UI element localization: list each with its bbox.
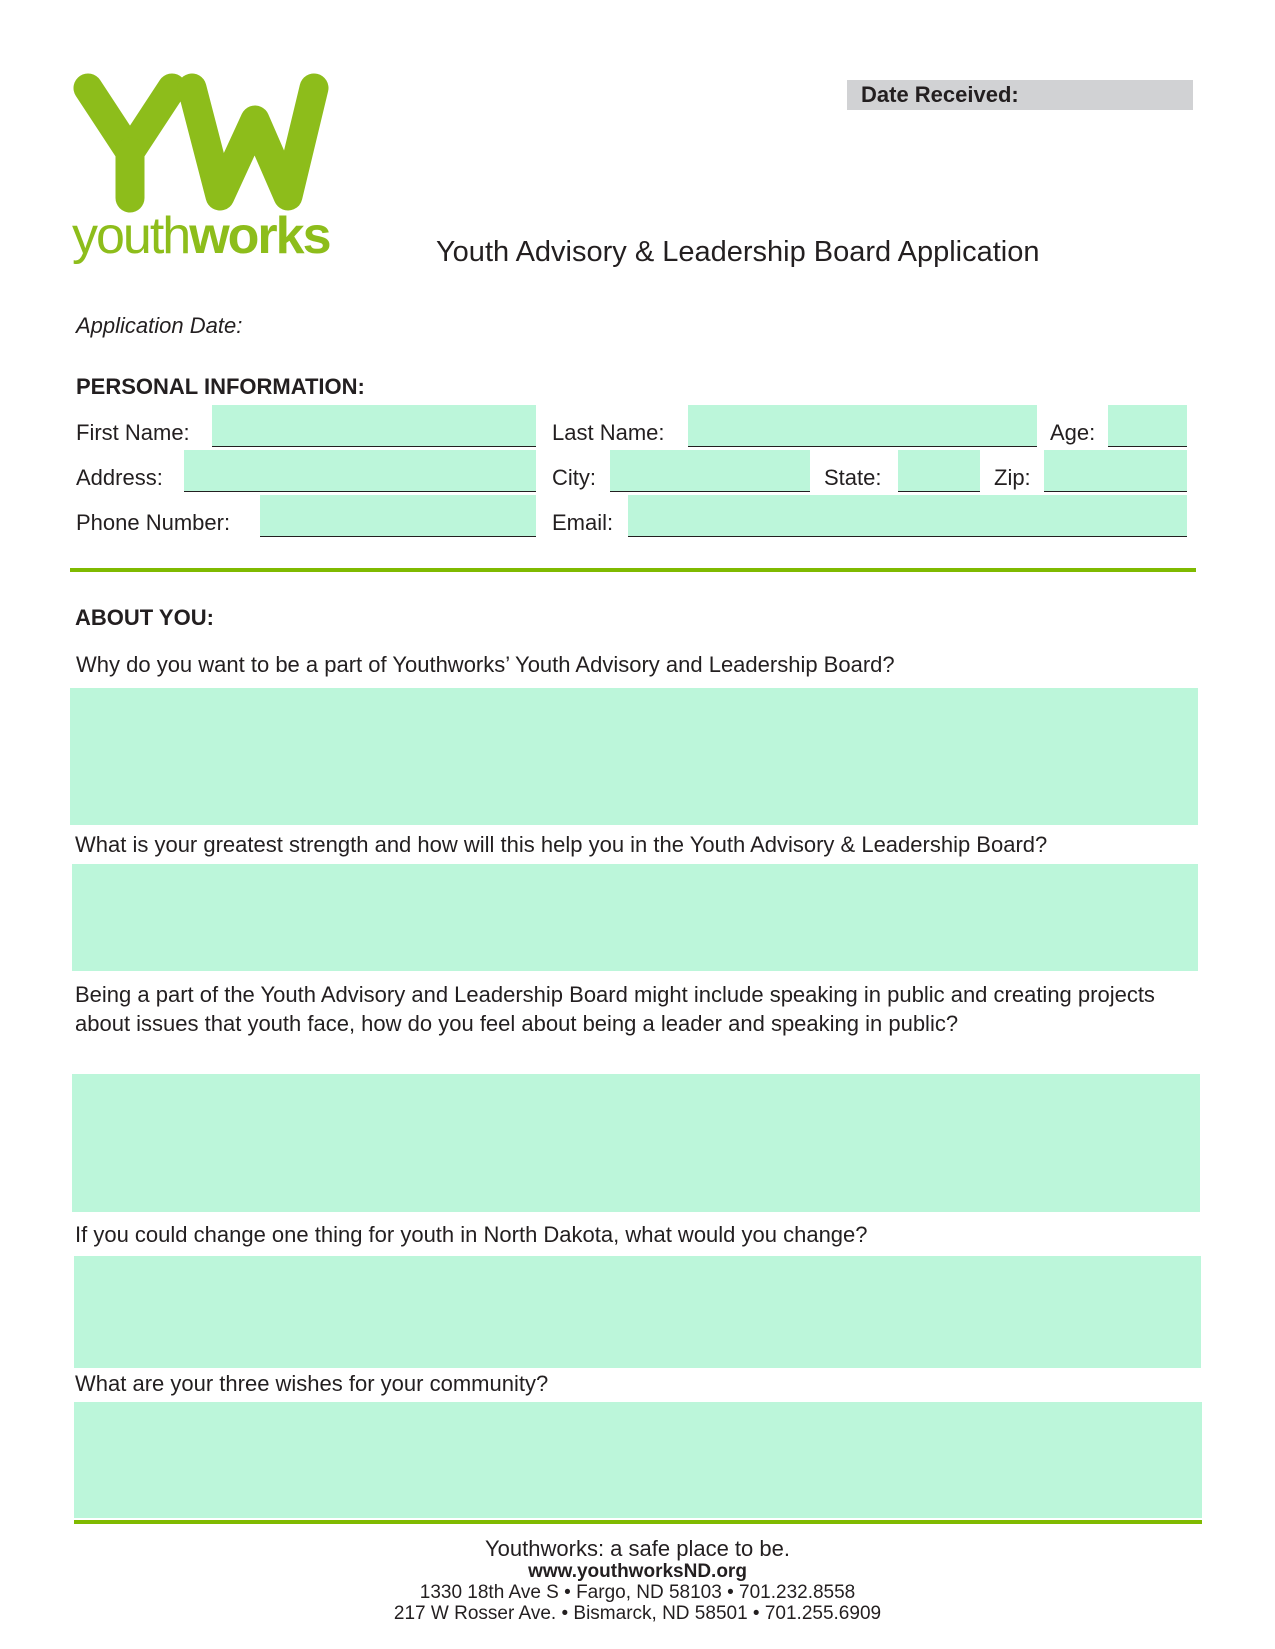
email-field[interactable] [628,495,1187,537]
email-label: Email: [552,510,614,535]
answer-3-field[interactable] [72,1074,1200,1212]
last-name-label: Last Name: [552,420,665,445]
last-name-field[interactable] [688,405,1037,447]
answer-5-field[interactable] [74,1402,1202,1518]
personal-info-heading: PERSONAL INFORMATION: [76,374,365,399]
question-3: Being a part of the Youth Advisory and Leadership Board might include speaking in public and creating projects about issues that youth face, how do you feel about being a leader and speaking in public? [75,982,1155,1036]
youthworks-logo [70,70,330,285]
logo-wordmark [72,207,330,265]
logo-word-light: youth [72,207,190,265]
address-label: Address: [76,465,163,490]
about-you-heading: ABOUT YOU: [75,605,214,630]
date-received-box: Date Received: [847,80,1193,110]
first-name-label: First Name: [76,420,190,445]
footer [0,1515,1275,1624]
question-4: If you could change one thing for youth in North Dakota, what would you change? [75,1222,868,1247]
yw-logo-mark [70,70,330,215]
state-label: State: [824,465,882,490]
age-field[interactable] [1108,405,1187,447]
address-field[interactable] [184,450,536,492]
section-divider [70,568,1196,572]
state-field[interactable] [898,450,980,492]
city-label: City: [552,465,596,490]
logo-word-bold: works [189,207,330,265]
zip-field[interactable] [1044,450,1187,492]
question-1: Why do you want to be a part of Youthworks’ Youth Advisory and Leadership Board? [76,652,895,677]
page-title: Youth Advisory & Leadership Board Application [436,236,1040,268]
answer-4-field[interactable] [74,1256,1201,1368]
application-date-label: Application Date: [76,313,243,338]
footer-tagline: Youthworks: a safe place to be. [485,1536,790,1561]
answer-1-field[interactable] [70,688,1198,825]
footer-bismarck-address: 217 W Rosser Ave. • Bismarck, ND 58501 • 701.255.6909 [393,1603,882,1624]
answer-2-field[interactable] [72,864,1198,971]
phone-field[interactable] [260,495,536,537]
question-5: What are your three wishes for your community? [75,1371,549,1396]
footer-fargo-address: 1330 18th Ave S • Fargo, ND 58103 • 701.232.8558 [419,1582,856,1603]
city-field[interactable] [610,450,810,492]
age-label: Age: [1050,420,1096,445]
footer-website: www.youthworksND.org [528,1561,747,1582]
first-name-field[interactable] [212,405,536,447]
question-2: What is your greatest strength and how will this help you in the Youth Advisory & Leadership Board? [75,832,1048,857]
zip-label: Zip: [994,465,1031,490]
phone-label: Phone Number: [76,510,231,535]
